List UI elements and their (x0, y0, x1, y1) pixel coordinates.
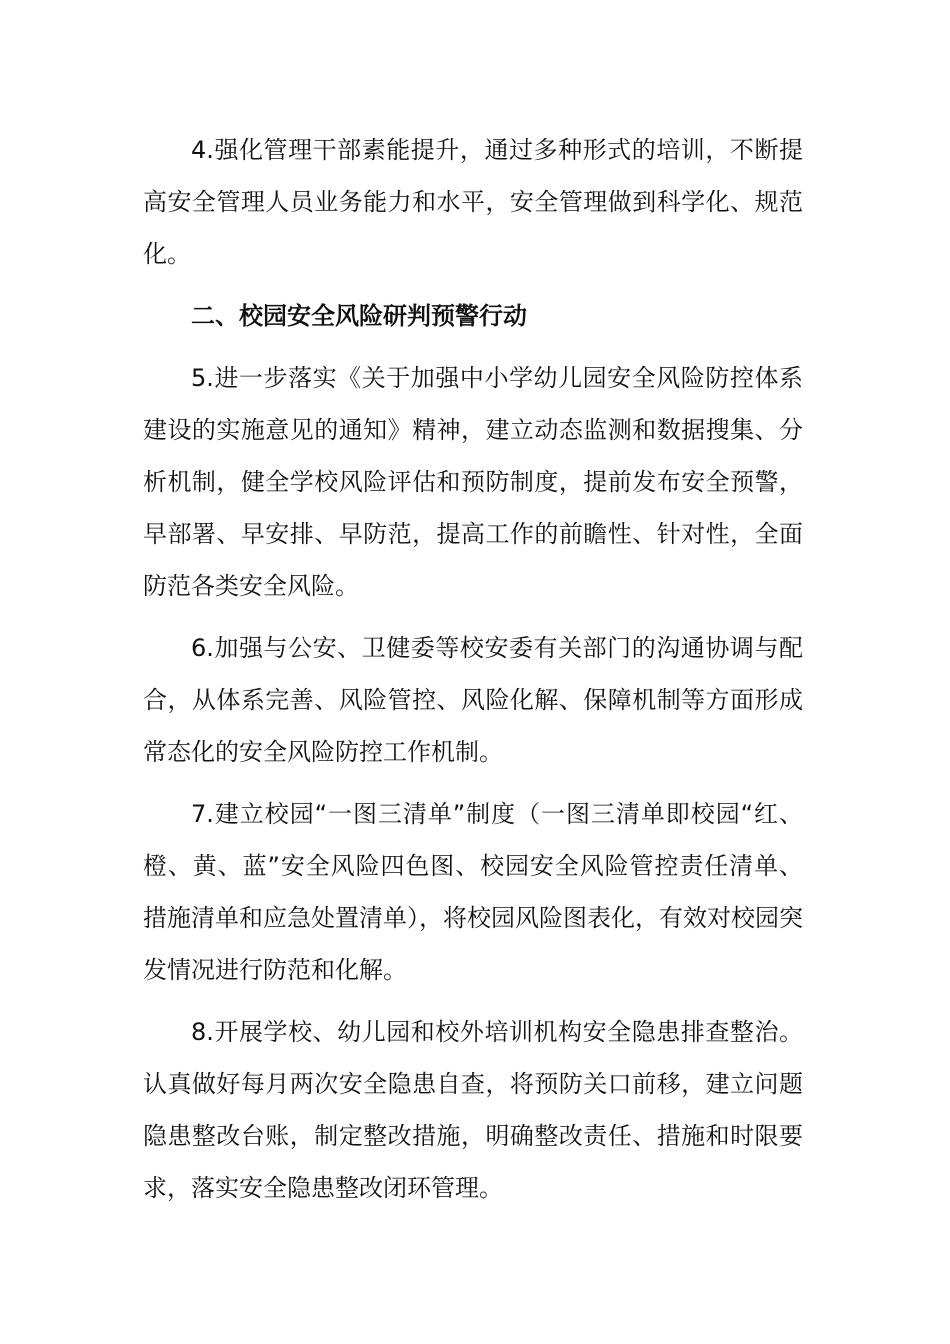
paragraph-4: 4.强化管理干部素能提升，通过多种形式的培训，不断提高安全管理人员业务能力和水平，安全管理做到科学化、规范化。 (143, 136, 803, 268)
document-body (143, 124, 803, 1224)
paragraph-6: 6.加强与公安、卫健委等校安委有关部门的沟通协调与配合，从体系完善、风险管控、风险化解、保障机制等方面形成常态化的安全风险防控工作机制。 (143, 634, 803, 766)
paragraph-7: 7.建立校园“一图三清单”制度（一图三清单即校园“红、橙、黄、蓝”安全风险四色图、校园安全风险管控责任清单、措施清单和应急处置清单），将校园风险图表化，有效对校园突发情况进行防范和化解。 (143, 800, 803, 984)
paragraph-8: 8.开展学校、幼儿园和校外培训机构安全隐患排查整治。认真做好每月两次安全隐患自查，将预防关口前移，建立问题隐患整改台账，制定整改措施，明确整改责任、措施和时限要求，落实安全隐患整改闭环管理。 (143, 1018, 803, 1202)
section-heading-2: 二、校园安全风险研判预警行动 (191, 302, 527, 330)
paragraph-5: 5.进一步落实《关于加强中小学幼儿园安全风险防控体系建设的实施意见的通知》精神，建立动态监测和数据搜集、分析机制，健全学校风险评估和预防制度，提前发布安全预警，早部署、早安排、早防范，提高工作的前瞻性、针对性，全面防范各类安全风险。 (143, 364, 803, 600)
